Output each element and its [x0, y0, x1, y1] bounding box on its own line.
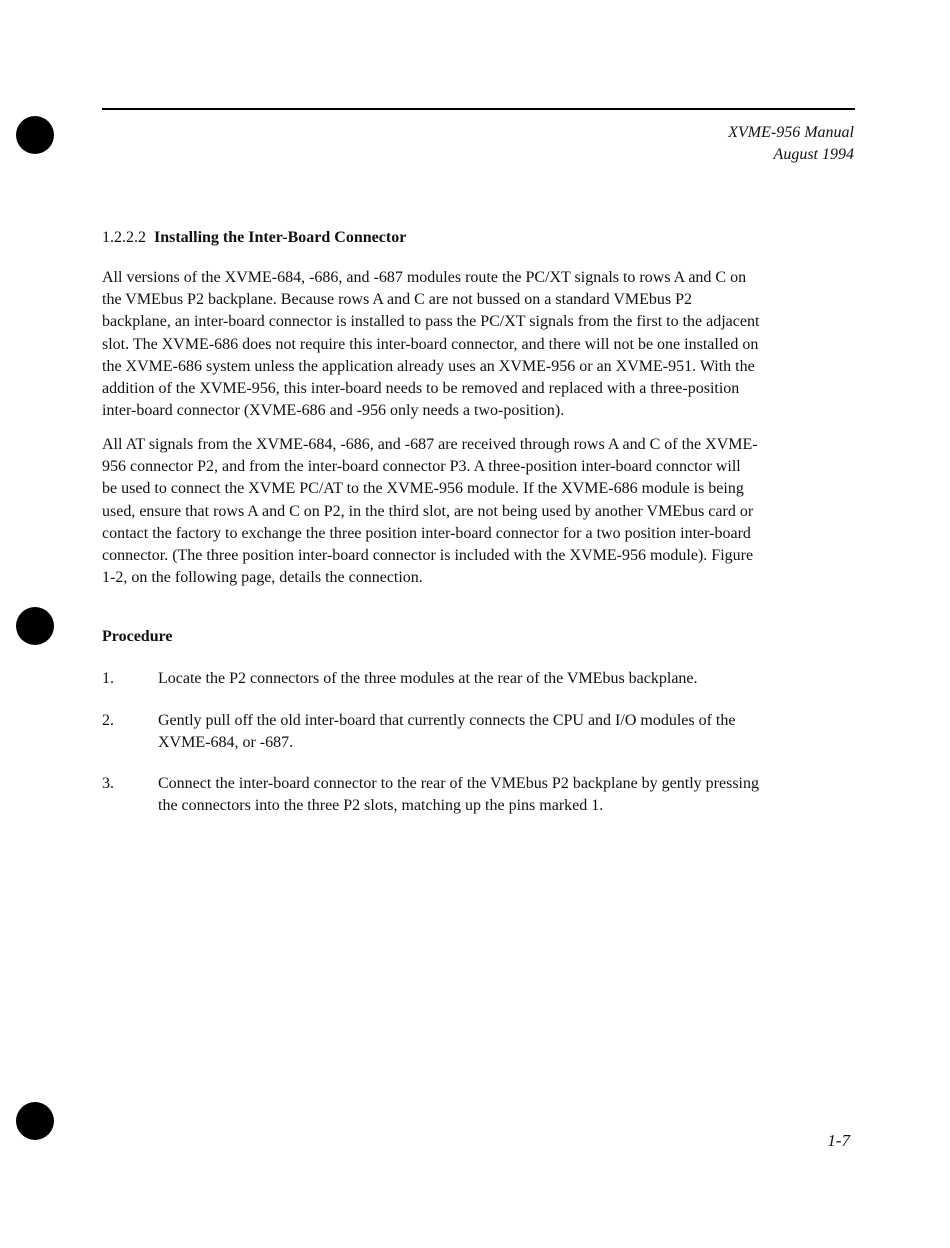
- paragraph-line: slot. The XVME-686 does not require this inter-board connector, and there will not be one installed on: [102, 335, 759, 353]
- step-number: 1.: [102, 670, 114, 687]
- binder-hole-top: [16, 116, 54, 154]
- paragraph-line: addition of the XVME-956, this inter-board needs to be removed and replaced with a three-position: [102, 380, 740, 398]
- paragraph-line: All AT signals from the XVME-684, -686, and -687 are received through rows A and C of the XVME-: [102, 436, 758, 453]
- section-number: 1.2.2.2: [102, 229, 146, 246]
- paragraph-line: the XVME-686 system unless the application already uses an XVME-956 or an XVME-951. With the: [102, 357, 755, 375]
- step-line: Connect the inter-board connector to the rear of the VMEbus P2 backplane by gently pressing: [158, 775, 759, 792]
- step-line: the connectors into the three P2 slots, matching up the pins marked 1.: [158, 797, 604, 814]
- manual-date: August 1994: [773, 146, 854, 163]
- paragraph-line: 1-2, on the following page, details the connection.: [102, 569, 423, 587]
- manual-title: XVME-956 Manual: [728, 124, 854, 141]
- step-text: [158, 773, 858, 817]
- header-rule: [102, 108, 855, 110]
- step-text: [158, 710, 858, 754]
- page-number: 1-7: [827, 1131, 850, 1150]
- section-heading: [102, 227, 406, 249]
- paragraph-line: the VMEbus P2 backplane. Because rows A and C are not bussed on a standard VMEbus P2: [102, 291, 692, 309]
- paragraph-line: backplane, an inter-board connector is installed to pass the PC/XT signals from the first to the adjacent: [102, 313, 760, 331]
- paragraph-line: contact the factory to exchange the three position inter-board connector for a two position inter-board: [102, 524, 751, 542]
- paragraph-line: used, ensure that rows A and C on P2, in the third slot, are not being used by another VMEbus card or: [102, 502, 754, 520]
- step-number: 2.: [102, 712, 114, 729]
- step-line: Gently pull off the old inter-board that currently connects the CPU and I/O modules of the: [158, 712, 736, 729]
- binder-hole-middle: [16, 607, 54, 645]
- binder-hole-bottom: [16, 1102, 54, 1140]
- step-number: 3.: [102, 775, 114, 792]
- procedure-heading: Procedure: [102, 628, 173, 645]
- paragraph-line: be used to connect the XVME PC/AT to the XVME-956 module. If the XVME-686 module is being: [102, 480, 744, 498]
- running-header: [728, 122, 854, 166]
- step-text: [158, 668, 858, 690]
- paragraph-line: inter-board connector (XVME-686 and -956 only needs a two-position).: [102, 402, 565, 420]
- paragraph-line: All versions of the XVME-684, -686, and -687 modules route the PC/XT signals to rows A and C on: [102, 269, 747, 286]
- paragraph-1: [102, 267, 854, 422]
- paragraph-2: [102, 434, 854, 589]
- step-line: XVME-684, or -687.: [158, 734, 294, 751]
- section-title: Installing the Inter-Board Connector: [154, 229, 407, 246]
- paragraph-line: connector. (The three position inter-board connector is included with the XVME-956 module). Figure: [102, 547, 754, 565]
- paragraph-line: 956 connector P2, and from the inter-board connector P3. A three-position inter-board connctor will: [102, 458, 741, 476]
- step-line: Locate the P2 connectors of the three modules at the rear of the VMEbus backplane.: [158, 670, 698, 687]
